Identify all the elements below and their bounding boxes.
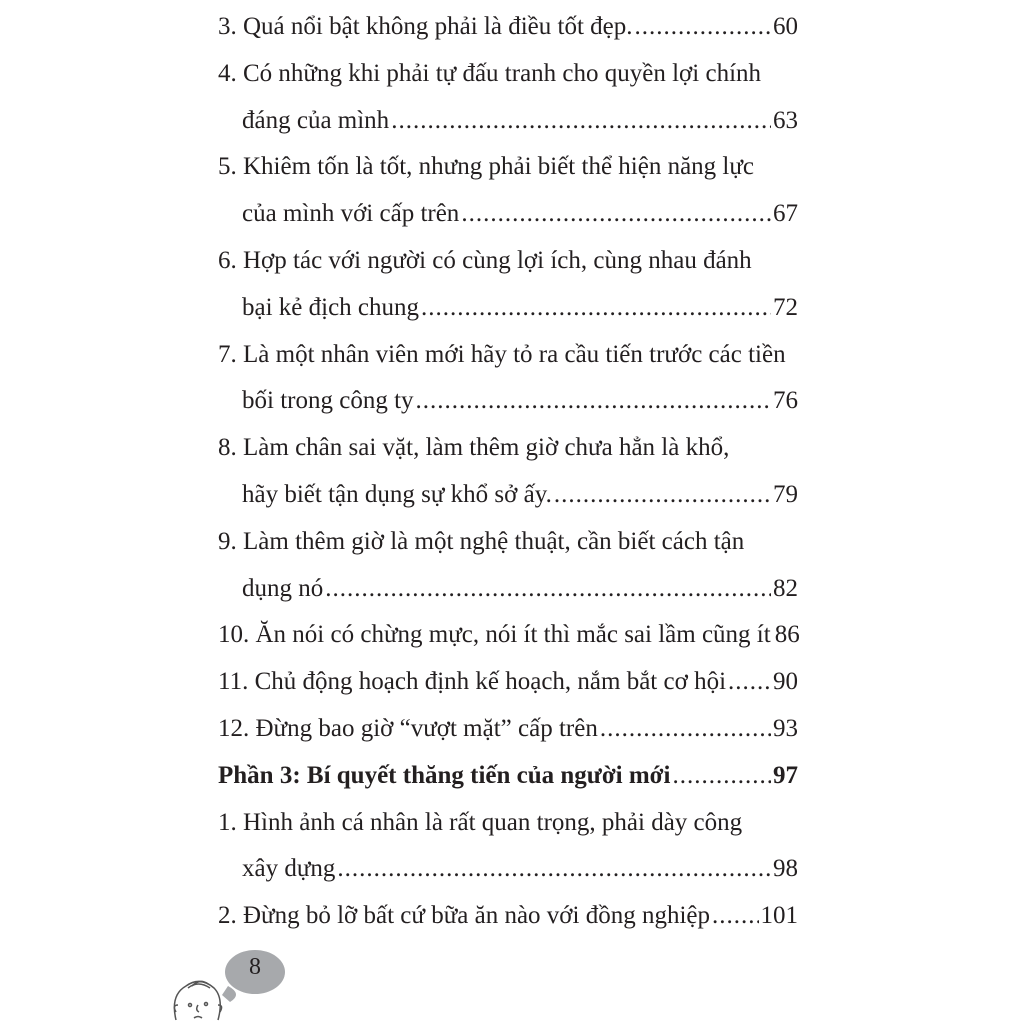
toc-entry-line xyxy=(218,612,798,659)
toc-page-number: 98 xyxy=(773,855,798,883)
toc-entry-text: 1. Hình ảnh cá nhân là rất quan trọng, phải dày công xyxy=(218,808,743,836)
dot-leader xyxy=(672,753,771,800)
toc-entry-text: 12. Đừng bao giờ “vượt mặt” cấp trên xyxy=(218,714,598,742)
toc-entry-text: 7. Là một nhân viên mới hãy tỏ ra cầu tiến trước các tiền xyxy=(218,340,786,368)
toc-page-number: 67 xyxy=(773,200,798,228)
toc-entry-text: 8. Làm chân sai vặt, làm thêm giờ chưa hẳn là khổ, xyxy=(218,434,730,462)
toc-page-number: 72 xyxy=(773,293,798,321)
toc-entry-line xyxy=(218,285,798,332)
page-footer xyxy=(168,950,298,1024)
toc-page-number: 90 xyxy=(773,668,798,696)
dot-leader xyxy=(728,659,771,706)
table-of-contents xyxy=(218,4,798,940)
toc-entry-line xyxy=(218,238,798,285)
toc-entry-text: xây dựng xyxy=(242,855,336,883)
toc-entry-line xyxy=(218,846,798,893)
toc-page-number: 60 xyxy=(773,13,798,40)
toc-entry-line xyxy=(218,4,798,51)
toc-page-number: 76 xyxy=(773,387,798,415)
dot-leader xyxy=(421,285,771,332)
toc-entry-line xyxy=(218,98,798,145)
dot-leader xyxy=(416,378,771,425)
dot-leader xyxy=(712,893,758,940)
dot-leader xyxy=(461,191,771,238)
toc-page-number: 93 xyxy=(773,714,798,742)
dot-leader xyxy=(600,706,771,753)
dot-leader xyxy=(337,846,771,893)
toc-entry-text: 2. Đừng bỏ lỡ bất cứ bữa ăn nào với đồng nghiệp xyxy=(218,902,711,930)
cartoon-face-icon xyxy=(168,950,298,1024)
dot-leader xyxy=(635,4,771,51)
toc-entry-line xyxy=(218,893,798,940)
toc-page-number: 97 xyxy=(773,761,798,789)
toc-entry-line xyxy=(218,706,798,753)
toc-entry-line xyxy=(218,144,798,191)
toc-entry-text: của mình với cấp trên xyxy=(242,200,460,228)
toc-entry-text: 4. Có những khi phải tự đấu tranh cho quyền lợi chính xyxy=(218,59,762,87)
toc-entry-line xyxy=(218,659,798,706)
toc-entry-line xyxy=(218,566,798,613)
toc-entry-line xyxy=(218,51,798,98)
toc-entry-text: hãy biết tận dụng sự khổ sở ấy. xyxy=(242,480,552,508)
toc-entry-text: 11. Chủ động hoạch định kế hoạch, nắm bắt cơ hội xyxy=(218,668,727,696)
toc-page-number: 86 xyxy=(774,621,800,649)
toc-entry-line xyxy=(218,191,798,238)
dot-leader xyxy=(554,472,771,519)
dot-leader xyxy=(325,566,771,613)
page-number: 8 xyxy=(249,954,261,980)
toc-entry-text: 10. Ăn nói có chừng mực, nói ít thì mắc sai lầm cũng ít xyxy=(218,621,771,649)
toc-entry-text: dụng nó xyxy=(242,574,324,602)
toc-entry-line xyxy=(218,753,798,800)
toc-entry-text: Phần 3: Bí quyết thăng tiến của người mới xyxy=(218,761,671,789)
toc-entry-text: đáng của mình xyxy=(242,106,390,134)
toc-entry-text: 3. Quá nổi bật không phải là điều tốt đẹp. xyxy=(218,13,633,40)
toc-entry-line xyxy=(218,378,798,425)
toc-entry-text: bại kẻ địch chung xyxy=(242,293,420,321)
toc-entry-text: 6. Hợp tác với người có cùng lợi ích, cùng nhau đánh xyxy=(218,246,752,274)
toc-page-number: 101 xyxy=(760,902,798,930)
toc-entry-line xyxy=(218,425,798,472)
toc-page-number: 63 xyxy=(773,106,798,134)
toc-entry-line xyxy=(218,800,798,847)
dot-leader xyxy=(391,98,771,145)
toc-page-number: 82 xyxy=(773,574,798,602)
toc-entry-line xyxy=(218,519,798,566)
toc-entry-line xyxy=(218,332,798,379)
toc-entry-text: bối trong công ty xyxy=(242,387,414,415)
toc-entry-line xyxy=(218,472,798,519)
toc-entry-text: 9. Làm thêm giờ là một nghệ thuật, cần biết cách tận xyxy=(218,527,745,555)
toc-entry-text: 5. Khiêm tốn là tốt, nhưng phải biết thể hiện năng lực xyxy=(218,153,755,181)
toc-page-number: 79 xyxy=(773,480,798,508)
